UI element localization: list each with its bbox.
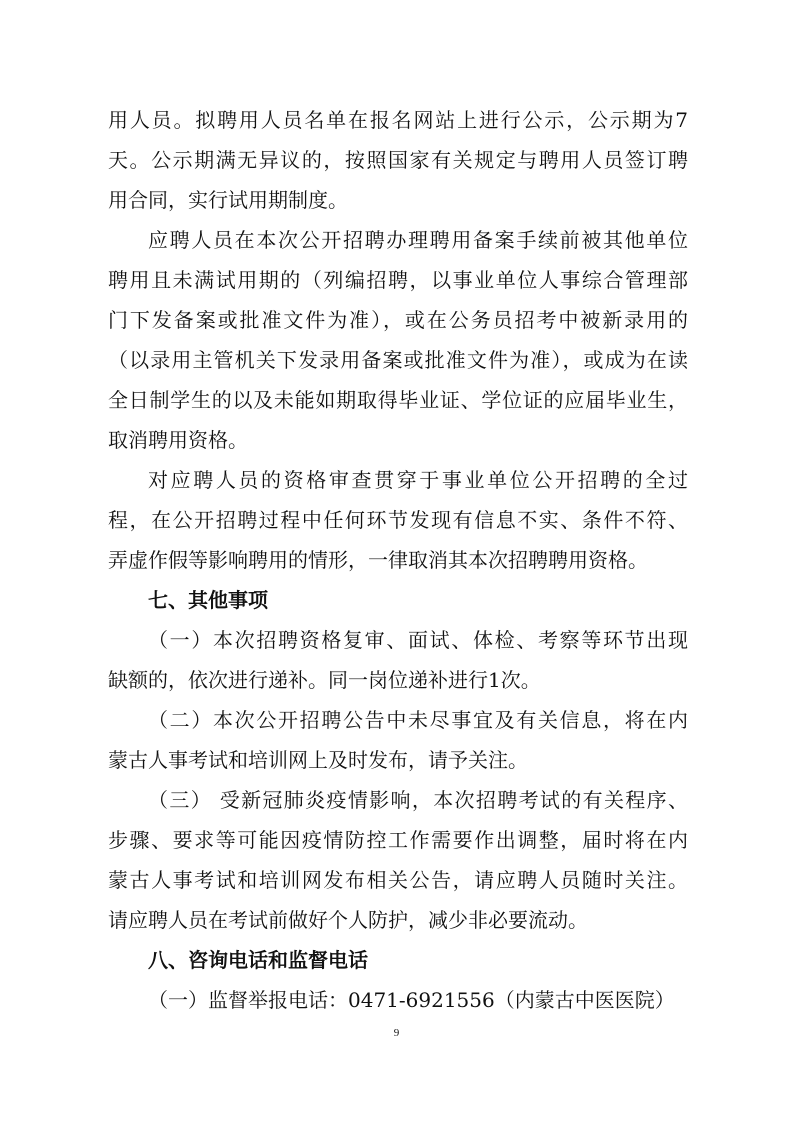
paragraph-line: 步骤、要求等可能因疫情防控工作需要作出调整，届时将在内 (108, 828, 688, 852)
paragraph-line: 对应聘人员的资格审查贯穿于事业单位公开招聘的全过 (148, 468, 688, 492)
paragraph-line: 全日制学生的以及未能如期取得毕业证、学位证的应届毕业生， (108, 388, 688, 412)
paragraph-line: 蒙古人事考试和培训网发布相关公告，请应聘人员随时关注。 (108, 868, 688, 892)
section-heading-contact-phones: 八、咨询电话和监督电话 (148, 948, 368, 972)
paragraph-line: （二）本次公开招聘公告中未尽事宜及有关信息，将在内 (148, 708, 688, 732)
paragraph-line: （一）监督举报电话：0471-6921556（内蒙古中医医院） (148, 988, 675, 1012)
paragraph-line: 用人员。拟聘用人员名单在报名网站上进行公示，公示期为7 (108, 108, 688, 132)
paragraph-line: 请应聘人员在考试前做好个人防护，减少非必要流动。 (108, 908, 588, 932)
paragraph-line: 门下发备案或批准文件为准），或在公务员招考中被新录用的 (108, 308, 688, 332)
paragraph-line: 程，在公开招聘过程中任何环节发现有信息不实、条件不符、 (108, 508, 688, 532)
paragraph-line: 天。公示期满无异议的，按照国家有关规定与聘用人员签订聘 (108, 148, 688, 172)
paragraph-line: 用合同，实行试用期制度。 (108, 188, 348, 212)
paragraph-line: 蒙古人事考试和培训网上及时发布，请予关注。 (108, 748, 528, 772)
section-heading-other-matters: 七、其他事项 (148, 588, 268, 612)
paragraph-line: （以录用主管机关下发录用备案或批准文件为准），或成为在读 (108, 348, 688, 372)
paragraph-line: 取消聘用资格。 (108, 428, 248, 452)
paragraph-line: 弄虚作假等影响聘用的情形，一律取消其本次招聘聘用资格。 (108, 548, 648, 572)
paragraph-line: 应聘人员在本次公开招聘办理聘用备案手续前被其他单位 (148, 228, 688, 252)
paragraph-line: 缺额的，依次进行递补。同一岗位递补进行1次。 (108, 668, 541, 692)
paragraph-line: （一）本次招聘资格复审、面试、体检、考察等环节出现 (148, 628, 688, 652)
paragraph-line: （三） 受新冠肺炎疫情影响，本次招聘考试的有关程序、 (148, 788, 688, 812)
paragraph-line: 聘用且未满试用期的（列编招聘，以事业单位人事综合管理部 (108, 268, 688, 292)
page-number: 9 (393, 1027, 400, 1039)
